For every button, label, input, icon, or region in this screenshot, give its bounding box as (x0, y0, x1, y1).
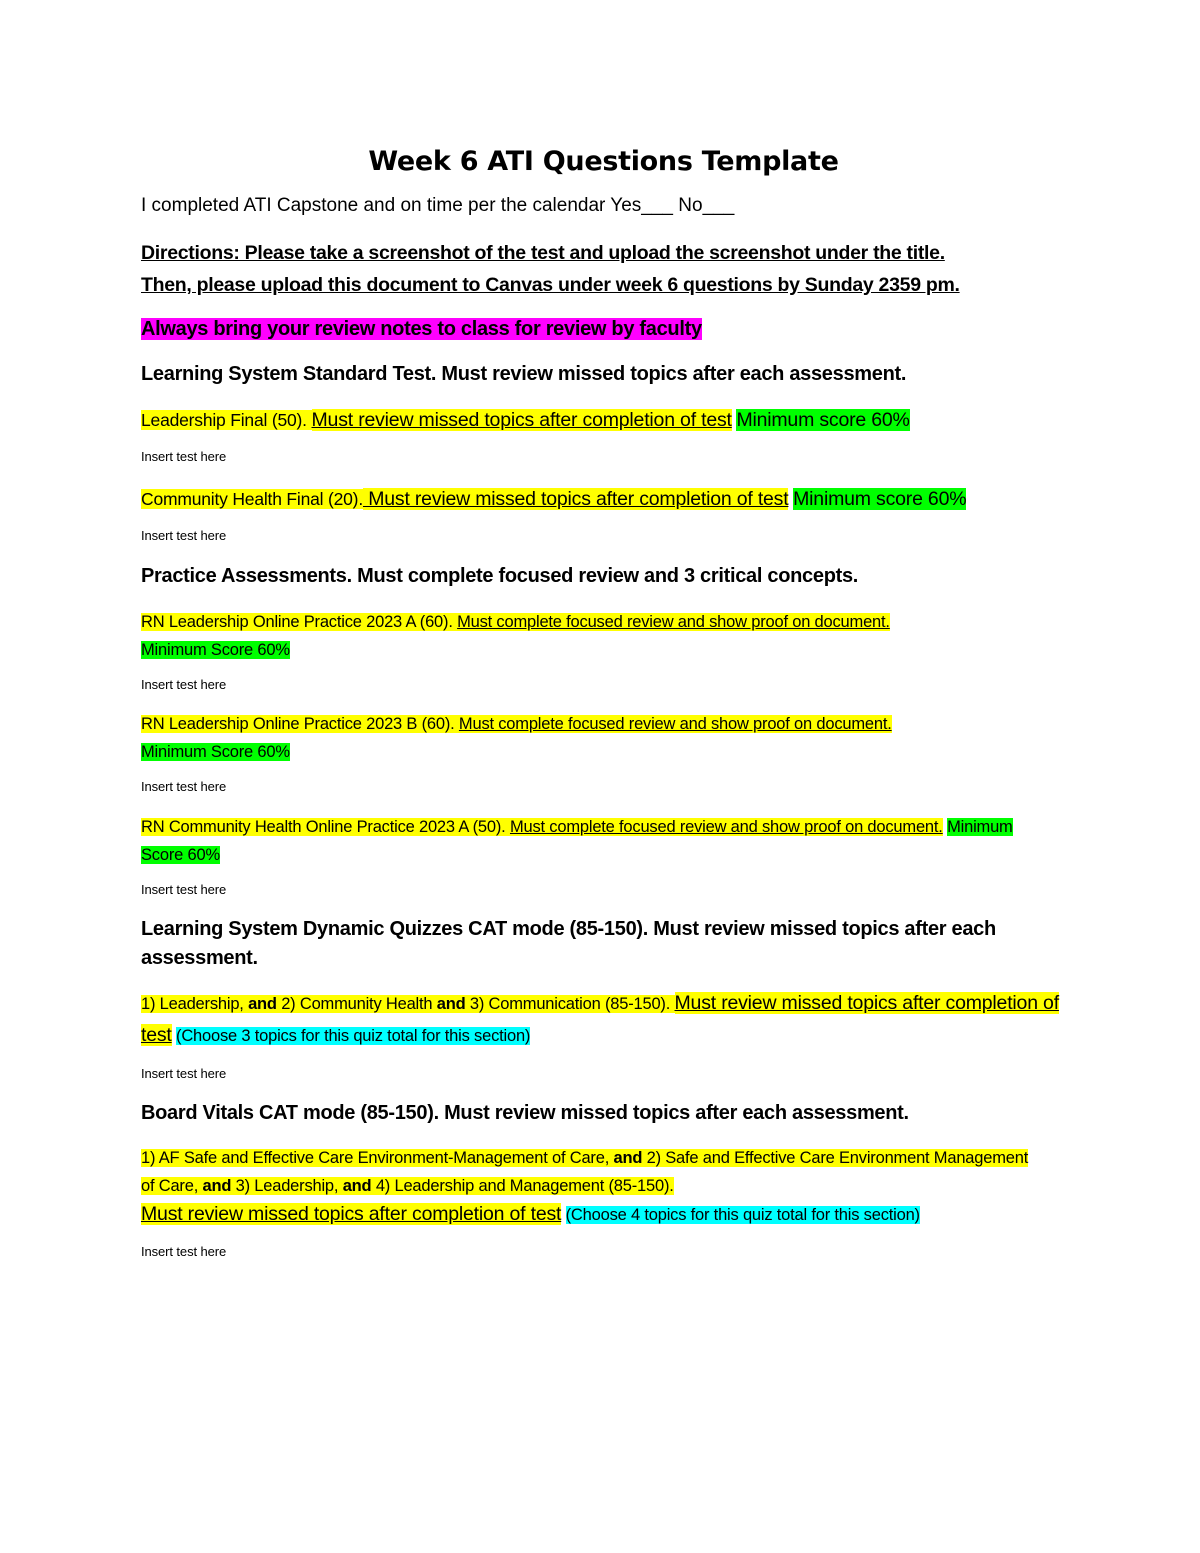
community-final-review: Must review missed topics after completion of test (362, 488, 789, 510)
directions-line-2: Then, please upload this document to Canvas under week 6 questions by Sunday 2359 pm. (141, 274, 960, 296)
review-notes-reminder (141, 315, 1066, 343)
practice-a-name: RN Leadership Online Practice 2023 A (60). (141, 613, 453, 631)
board-and-1: and (613, 1149, 643, 1167)
insert-test-placeholder: Insert test here (141, 779, 227, 794)
practice-b-minimum: Minimum Score 60% (141, 743, 290, 761)
dynamic-quizzes-item (141, 988, 1066, 1052)
leadership-final-review: Must review missed topics after completion of test (311, 409, 732, 431)
practice-assessments-heading: Practice Assessments. Must complete focused review and 3 critical concepts. (141, 565, 859, 587)
insert-test-placeholder: Insert test here (141, 1244, 227, 1259)
board-note: (Choose 4 topics for this quiz total for this section) (565, 1206, 920, 1224)
community-final-item (141, 484, 1066, 515)
practice-c-minimum: Minimum Score 60% (141, 818, 1013, 864)
dynamic-topic-2: 2) Community Health (281, 995, 433, 1013)
board-and-3: and (342, 1177, 372, 1195)
board-and-2: and (202, 1177, 232, 1195)
practice-a-minimum: Minimum Score 60% (141, 641, 290, 659)
board-topic-2: 2) Safe and Effective Care Environment Management of Care, (141, 1149, 1029, 1195)
board-vitals-item (141, 1144, 1031, 1229)
leadership-final-minimum: Minimum score 60% (736, 409, 910, 431)
dynamic-topic-1: 1) Leadership, (141, 995, 244, 1013)
standard-test-heading: Learning System Standard Test. Must review missed topics after each assessment. (141, 363, 907, 385)
dynamic-note: (Choose 3 topics for this quiz total for this section) (176, 1027, 531, 1045)
dynamic-review: Must review missed topics after completion of test (141, 992, 1059, 1046)
practice-a-review: Must complete focused review and show proof on document. (457, 613, 890, 631)
insert-test-placeholder: Insert test here (141, 1066, 227, 1081)
directions (141, 237, 1066, 301)
completion-statement: I completed ATI Capstone and on time per the calendar Yes___ No___ (141, 195, 735, 216)
practice-item-b (141, 710, 1066, 766)
practice-item-a (141, 608, 1066, 664)
insert-test-placeholder: Insert test here (141, 882, 227, 897)
dynamic-and-1: and (248, 995, 277, 1013)
document-body (141, 142, 1066, 1261)
insert-test-placeholder: Insert test here (141, 449, 227, 464)
board-vitals-heading: Board Vitals CAT mode (85-150). Must review missed topics after each assessment. (141, 1102, 909, 1124)
board-topic-1: 1) AF Safe and Effective Care Environment-Management of Care, (141, 1149, 610, 1167)
board-review: Must review missed topics after completion of test (141, 1203, 562, 1225)
practice-c-review: Must complete focused review and show proof on document. (509, 818, 943, 836)
practice-c-name: RN Community Health Online Practice 2023 A (50). (141, 818, 506, 836)
dynamic-and-2: and (436, 995, 466, 1013)
insert-test-placeholder: Insert test here (141, 677, 227, 692)
practice-b-review: Must complete focused review and show proof on document. (458, 715, 892, 733)
dynamic-topic-3: 3) Communication (85-150). (469, 995, 671, 1013)
review-notes-text: Always bring your review notes to class for review by faculty (141, 318, 702, 340)
insert-test-placeholder: Insert test here (141, 528, 227, 543)
practice-item-c (141, 813, 1041, 869)
board-topic-4: 4) Leadership and Management (85-150). (375, 1177, 674, 1195)
directions-line-1: Directions: Please take a screenshot of the test and upload the screenshot under the title. (141, 242, 945, 264)
document-title: Week 6 ATI Questions Template (368, 146, 839, 177)
board-topic-3: 3) Leadership, (235, 1177, 339, 1195)
leadership-final-item (141, 406, 1066, 435)
practice-b-name: RN Leadership Online Practice 2023 B (60). (141, 715, 455, 733)
leadership-final-name: Leadership Final (50). (141, 410, 307, 430)
community-final-name: Community Health Final (20). (141, 489, 363, 509)
dynamic-quizzes-heading: Learning System Dynamic Quizzes CAT mode (85-150). Must review missed topics after each assessment. (141, 918, 996, 969)
community-final-minimum: Minimum score 60% (793, 488, 967, 510)
